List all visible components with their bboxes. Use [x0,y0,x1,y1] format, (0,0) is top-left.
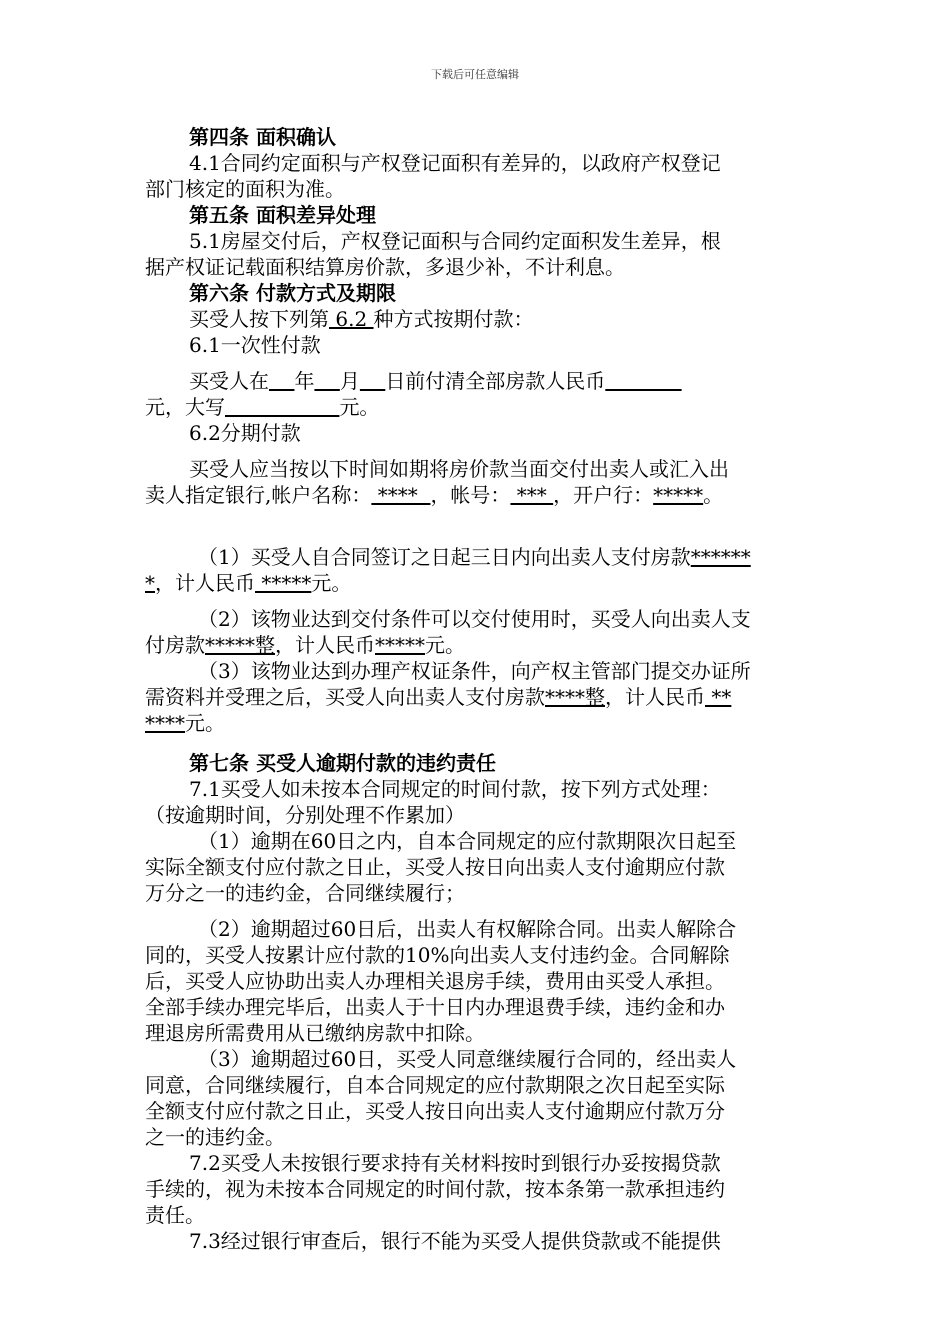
text: 买受人按下列第 [189,307,329,331]
blank-month [314,369,339,393]
paragraph-line: 7.1买受人如未按本合同规定的时间付款，按下列方式处理： [189,777,721,801]
text: 元。 [185,711,225,735]
underlined-value: ** [705,685,732,709]
page-header: 下载后可任意编辑 [431,68,519,81]
text: 元。 [339,395,380,419]
text: 种方式按期付款： [373,307,534,331]
text: ，帐号： [430,483,511,507]
paragraph-line: 之一的违约金。 [145,1125,285,1149]
blank-day [360,369,385,393]
text: ，计人民币 [275,633,375,657]
paragraph-line: （按逾期时间，分别处理不作累加） [145,803,465,827]
blank-year [269,369,294,393]
text: 需资料并受理之后，买受人向出卖人支付房款 [145,685,545,709]
text: ，计人民币 [605,685,705,709]
text: （1）买受人自合同签订之日起三日内向出卖人支付房款 [198,545,691,569]
paragraph-line: （3）逾期超过60日，买受人同意继续履行合同的，经出卖人 [198,1047,737,1071]
paragraph-line [145,306,810,332]
account-name: **** [371,483,431,507]
paragraph-line: 据产权证记载面积结算房价款，多退少补，不计利息。 [145,255,625,279]
paragraph-line: 7.3经过银行审查后，银行不能为买受人提供贷款或不能提供 [189,1229,721,1253]
paragraph-line: 同意，合同继续履行，自本合同规定的应付款期限之次日起至实际 [145,1073,725,1097]
paragraph-line: 7.2买受人未按银行要求持有关材料按时到银行办妥按揭贷款 [189,1151,721,1175]
paragraph-line [145,570,810,596]
paragraph-line: 部门核定的面积为准。 [145,177,345,201]
text: 卖人指定银行,帐户名称： [145,483,372,507]
text: 付房款 [145,633,205,657]
text: 元，大写 [145,395,225,419]
paragraph-line: （3）该物业达到办理产权证条件，向产权主管部门提交办证所 [198,659,751,683]
text: ，计人民币 [155,571,255,595]
text: 。 [703,483,724,507]
paragraph-line: 全部手续办理完毕后，出卖人于十日内办理退费手续，违约金和办 [145,995,725,1019]
paragraph-line: 买受人应当按以下时间如期将房价款当面交付出卖人或汇入出 [189,457,729,481]
article-6-title: 第六条 付款方式及期限 [189,281,396,305]
text: 日前付清全部房款人民币 [385,369,606,393]
underlined-value: ****整 [545,685,605,709]
paragraph-line: 实际全额支付应付款之日止，买受人按日向出卖人支付逾期应付款 [145,855,725,879]
section-6-2-title: 6.2分期付款 [189,421,301,445]
paragraph-line: 后，买受人应协助出卖人办理相关退房手续，费用由买受人承担。 [145,969,725,993]
text: 元。 [425,633,465,657]
paragraph-line: 同的，买受人按累计应付款的10%向出卖人支付违约金。合同解除 [145,943,730,967]
paragraph-line [145,544,810,570]
bank-name: ***** [653,483,704,507]
paragraph-line: 理退房所需费用从已缴纳房款中扣除。 [145,1021,485,1045]
paragraph-line: 5.1房屋交付后，产权登记面积与合同约定面积发生差异，根 [189,229,721,253]
paragraph-line: 责任。 [145,1203,205,1227]
paragraph-line: 手续的，视为未按本合同规定的时间付款，按本条第一款承担违约 [145,1177,725,1201]
underlined-value: ****** [690,545,751,569]
text: 月 [339,369,360,393]
text: 元。 [311,571,352,595]
underlined-value: **** [145,711,185,735]
underlined-value: ***** [255,571,312,595]
section-6-1-title: 6.1一次性付款 [189,333,321,357]
text: 年 [294,369,315,393]
underlined-value: ***** [375,633,425,657]
paragraph-line [145,684,810,710]
underlined-value: * [145,571,155,595]
underlined-value: *****整 [205,633,275,657]
paragraph-line [145,368,810,394]
underlined-value: 6.2 [329,307,374,331]
article-5-title: 第五条 面积差异处理 [189,203,376,227]
blank-amount [605,369,681,393]
paragraph-line: （2）逾期超过60日后，出卖人有权解除合同。出卖人解除合 [198,917,737,941]
paragraph-line: 4.1合同约定面积与产权登记面积有差异的，以政府产权登记 [189,151,721,175]
paragraph-line: （1）逾期在60日之内，自本合同规定的应付款期限次日起至 [198,829,737,853]
text: 买受人在 [189,369,269,393]
paragraph-line [145,710,810,736]
paragraph-line [145,632,810,658]
text: ，开户行： [553,483,654,507]
paragraph-line: （2）该物业达到交付条件可以交付使用时，买受人向出卖人支 [198,607,751,631]
paragraph-line [145,482,810,508]
paragraph-line: 万分之一的违约金，合同继续履行； [145,881,465,905]
account-number: *** [510,483,554,507]
article-4-title: 第四条 面积确认 [189,125,336,149]
document-body [145,124,810,1254]
paragraph-line [145,394,810,420]
paragraph-line: 全额支付应付款之日止，买受人按日向出卖人支付逾期应付款万分 [145,1099,725,1123]
blank-amount-words [225,395,339,419]
article-7-title: 第七条 买受人逾期付款的违约责任 [189,751,496,775]
